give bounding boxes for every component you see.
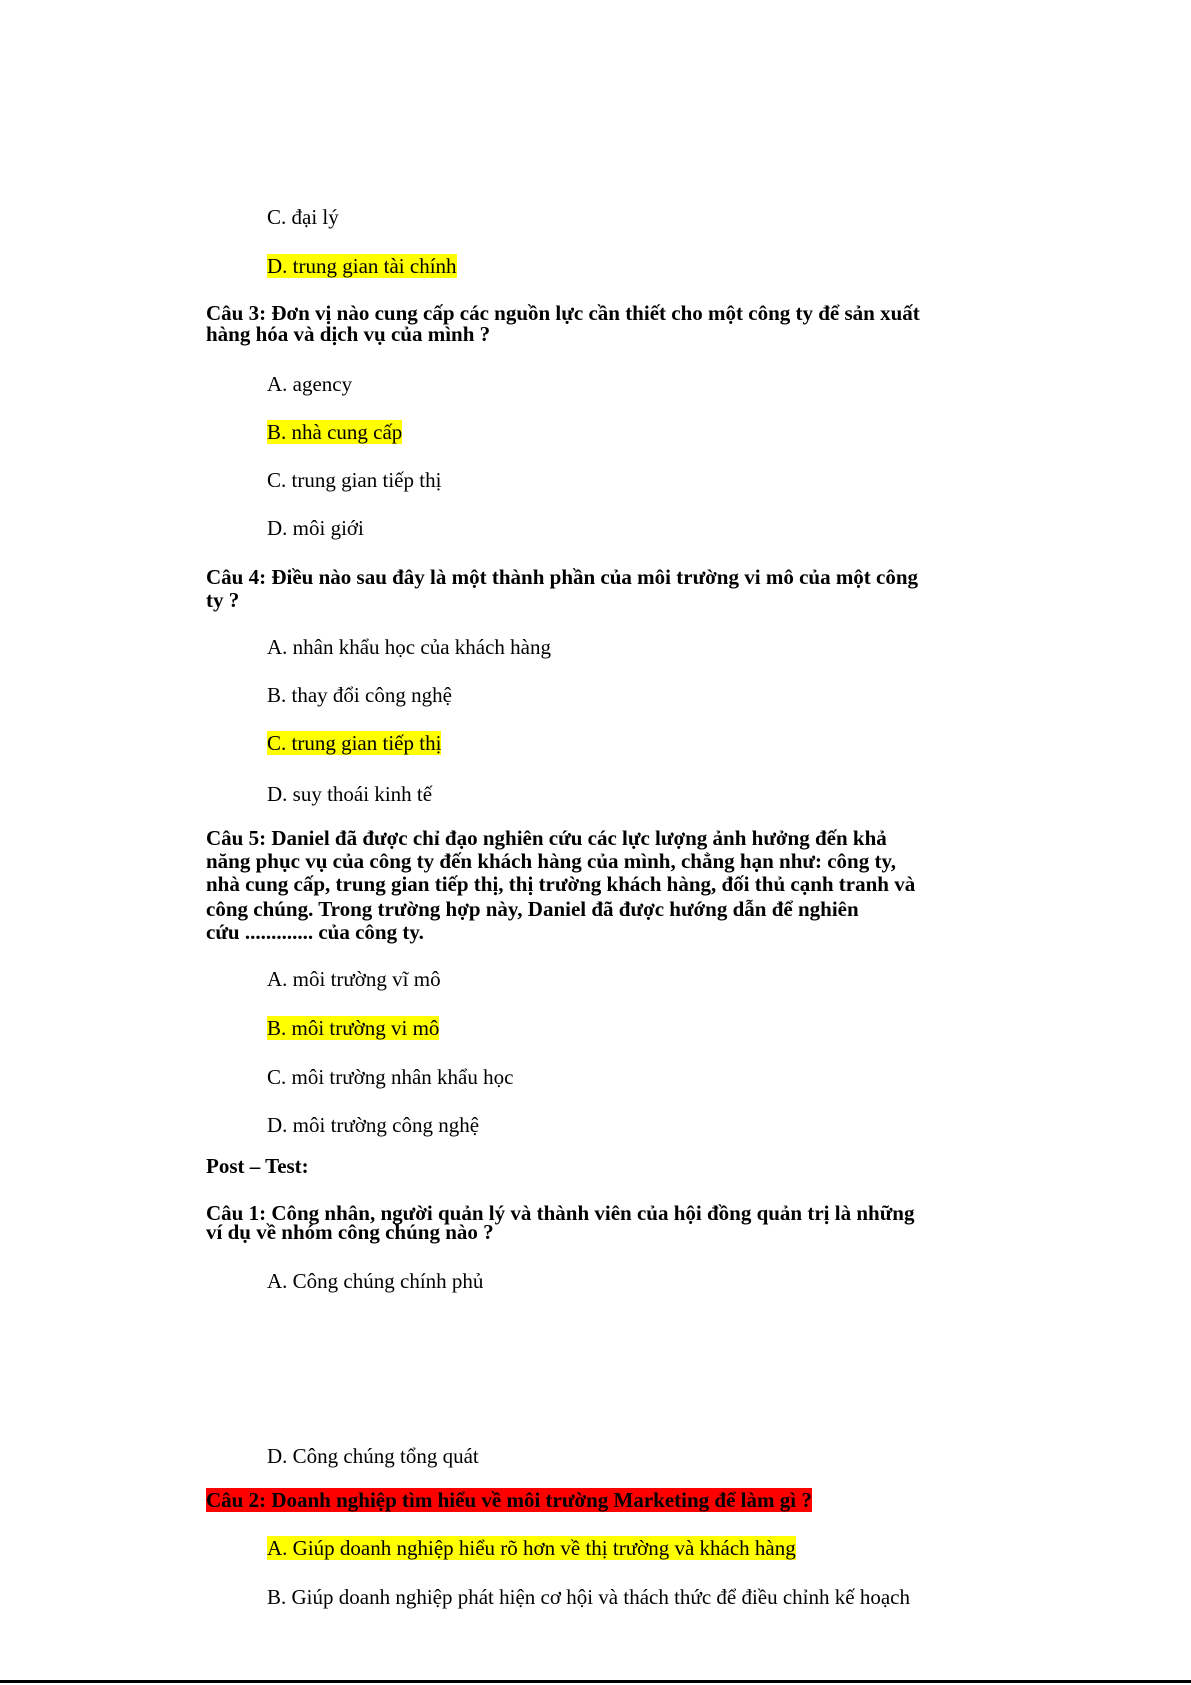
post-question-1-line-2: ví dụ về nhóm công chúng nào ? — [206, 1220, 494, 1244]
q3-option-b — [267, 419, 402, 445]
post-q2-option-a — [267, 1535, 796, 1561]
prev-option-d — [267, 253, 457, 279]
question-5-line-4: công chúng. Trong trường hợp này, Daniel đã được hướng dẫn để nghiên — [206, 897, 859, 921]
q5-option-d: D. môi trường công nghệ — [267, 1113, 480, 1137]
correct-answer-highlight: B. môi trường vi mô — [267, 1016, 440, 1040]
post-q1-option-d: D. Công chúng tổng quát — [267, 1444, 479, 1468]
prev-option-c: C. đại lý — [267, 205, 339, 229]
q4-option-a: A. nhân khẩu học của khách hàng — [267, 635, 551, 659]
q5-option-c: C. môi trường nhân khẩu học — [267, 1065, 514, 1089]
correct-answer-highlight: A. Giúp doanh nghiệp hiểu rõ hơn về thị trường và khách hàng — [267, 1536, 796, 1560]
q4-option-b: B. thay đổi công nghệ — [267, 683, 452, 707]
question-3-line-1: Câu 3: Đơn vị nào cung cấp các nguồn lực cần thiết cho một công ty để sản xuất — [206, 301, 920, 325]
post-question-2 — [206, 1489, 812, 1511]
post-question-1-line-1: Câu 1: Công nhân, người quản lý và thành viên của hội đồng quản trị là những — [206, 1201, 915, 1225]
post-test-heading: Post – Test: — [206, 1154, 309, 1178]
question-5-line-1: Câu 5: Daniel đã được chỉ đạo nghiên cứu các lực lượng ảnh hưởng đến khả — [206, 826, 887, 850]
question-5-line-3: nhà cung cấp, trung gian tiếp thị, thị trường khách hàng, đối thủ cạnh tranh và — [206, 872, 916, 896]
correct-answer-highlight: B. nhà cung cấp — [267, 420, 403, 444]
post-q1-option-a: A. Công chúng chính phủ — [267, 1269, 484, 1293]
question-5-line-2: năng phục vụ của công ty đến khách hàng của mình, chẳng hạn như: công ty, — [206, 849, 897, 873]
question-4-line-2: ty ? — [206, 588, 240, 612]
correct-answer-highlight: D. trung gian tài chính — [267, 254, 457, 278]
question-highlight: Câu 2: Doanh nghiệp tìm hiểu về môi trường Marketing để làm gì ? — [206, 1488, 812, 1512]
q5-option-a: A. môi trường vĩ mô — [267, 967, 441, 991]
question-3-line-2: hàng hóa và dịch vụ của mình ? — [206, 322, 491, 346]
q4-option-d: D. suy thoái kinh tế — [267, 782, 433, 806]
post-q2-option-b: B. Giúp doanh nghiệp phát hiện cơ hội và thách thức để điều chỉnh kế hoạch — [267, 1585, 910, 1609]
q5-option-b — [267, 1015, 439, 1041]
q3-option-a: A. agency — [267, 372, 353, 396]
question-4-line-1: Câu 4: Điều nào sau đây là một thành phần của môi trường vi mô của một công — [206, 565, 919, 589]
page-bottom-divider — [0, 1680, 1191, 1683]
q4-option-c — [267, 730, 441, 756]
q3-option-c: C. trung gian tiếp thị — [267, 468, 442, 492]
question-5-line-5: cứu ............. của công ty. — [206, 920, 424, 944]
correct-answer-highlight: C. trung gian tiếp thị — [267, 731, 442, 755]
q3-option-d: D. môi giới — [267, 516, 364, 540]
